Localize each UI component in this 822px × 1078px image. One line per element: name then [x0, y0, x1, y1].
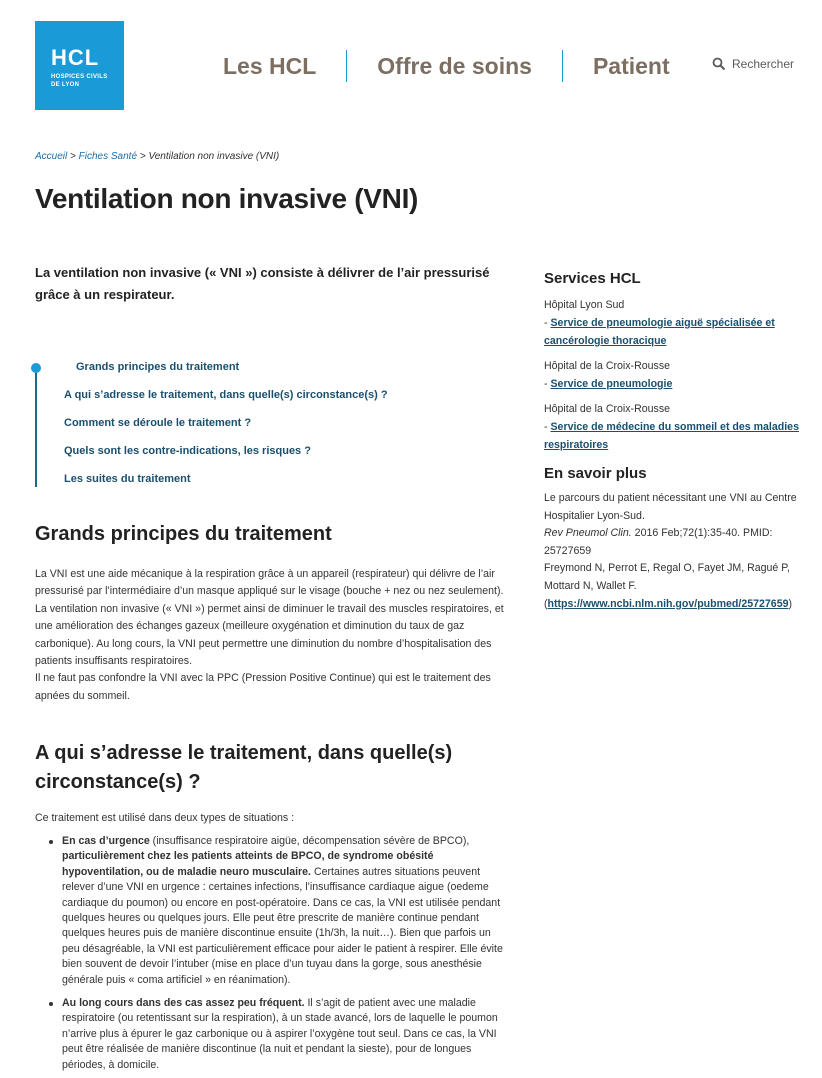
toc-item-suites[interactable]: Les suites du traitement: [64, 473, 191, 485]
hospital-name: Hôpital de la Croix-Rousse: [544, 360, 671, 372]
reference: Le parcours du patient nécessitant une VNI au Centre Hospitalier Lyon-Sud. Rev Pneumol Clin. 2016 Feb;72(1):35-40. PMID: 25727659 Freymond N, Perrot E, Regal O, Fayet JM, Ragué P, Mottard N, Wallet F. (https://www.ncbi.nlm.nih.gov/pubmed/25727659): [544, 492, 797, 610]
nav-les-hcl[interactable]: Les HCL: [223, 53, 317, 79]
service-block: Hôpital de la Croix-Rousse - Service de pneumologie: [544, 357, 814, 393]
section-principes-body: La VNI est une aide mécanique à la respiration grâce à un appareil (respirateur) qui délivre de l’air pressurisé par l’intermédiaire d’un masque appliqué sur le visage (bouche + nez ou nez seulement). La ventilation non invasive (« VNI ») permet ainsi de diminuer le travail des muscles respiratoires, et une amélioration des échanges gazeux (meilleure oxygénation et diminution du taux de gaz carbonique). Au long cours, la VNI peut permettre une diminution du nombre d’hospitalisation des patients insuffisants respiratoires. Il ne faut pas confondre la VNI avec la PPC (Pression Positive Continue) qui est le traitement des apnées du sommeil.: [35, 568, 504, 702]
section-heading-a-qui: A qui s’adresse le traitement, dans quelle(s) circonstance(s) ?: [35, 742, 453, 793]
list-item: En cas d’urgence (insuffisance respiratoire aigüe, décompensation sévère de BPCO), particulièrement chez les patients atteints de BPCO, de syndrome obésité hypoventilation, ou de maladie neuro musculaire. Certaines autres situations peuvent relever d’une VNI en urgence : certaines infections, l’insuffisance cardiaque aigue (oedeme cardiaque du poumon) ou encore en post-opératoire. Dans ce cas, la VNI est utilisée pendant quelques heures ou quelques jours. Elle peut être prescrite de manière continue pendant quelques heures puis de manière discontinue ensuite (1h/3h, la nuit…). Bien que parfois un peu désagréable, la VNI est particulièrement efficace pour aider le patient à respirer. Elle évite bien souvent de devoir l’intuber (mise en place d’un tuyau dans la gorge, sous anesthésie générale puis « coma artificiel » en réanimation).: [62, 834, 508, 988]
logo-mark: HCL: [51, 45, 100, 70]
toc-item-principes[interactable]: Grands principes du traitement: [76, 361, 240, 373]
toc-item-contre-indications[interactable]: Quels sont les contre-indications, les risques ?: [64, 445, 311, 457]
toc-item-deroulement[interactable]: Comment se déroule le traitement ?: [64, 417, 252, 429]
hospital-name: Hôpital de la Croix-Rousse: [544, 403, 671, 415]
hospital-name: Hôpital Lyon Sud: [544, 299, 625, 311]
services-heading: Services HCL: [544, 270, 641, 287]
nav-offre-de-soins[interactable]: Offre de soins: [377, 53, 532, 79]
logo-subtitle: HOSPICES CIVILS DE LYON: [51, 74, 108, 88]
toc-active-dot: [31, 363, 41, 373]
search-label: Rechercher: [732, 57, 795, 71]
search-icon: [712, 57, 726, 71]
lede: La ventilation non invasive (« VNI ») consiste à délivrer de l’air pressurisé grâce à un respirateur.: [35, 265, 490, 302]
section-heading-principes: Grands principes du traitement: [35, 523, 332, 545]
sidebar: [544, 270, 814, 613]
pubmed-link[interactable]: https://www.ncbi.nlm.nih.gov/pubmed/25727659: [547, 597, 789, 610]
toc-item-a-qui[interactable]: A qui s’adresse le traitement, dans quelle(s) circonstance(s) ?: [64, 389, 388, 401]
breadcrumb-current: Ventilation non invasive (VNI): [148, 151, 280, 162]
list-item: Au long cours dans des cas assez peu fréquent. Il s’agit de patient avec une maladie respiratoire (ou retentissant sur la respiration), à un stade avancé, lors de laquelle le poumon n’arrive plus à épurer le gaz carbonique ou à aspirer l’oxygène tout seul. Dans ce cas, la VNI peut être réalisée de manière discontinue (la nuit et pendant la sieste), pour de longues périodes, à domicile.: [62, 996, 508, 1073]
service-link[interactable]: Service de pneumologie: [550, 378, 673, 390]
section-a-qui-intro: Ce traitement est utilisé dans deux types de situations :: [35, 812, 295, 824]
table-of-contents: [35, 359, 505, 487]
search-button[interactable]: [712, 57, 794, 71]
situations-list: [62, 834, 508, 1078]
nav-patient[interactable]: Patient: [592, 53, 670, 79]
hcl-logo[interactable]: [35, 21, 124, 110]
page-title: Ventilation non invasive (VNI): [35, 183, 419, 214]
service-link[interactable]: Service de médecine du sommeil et des maladies respiratoires: [544, 421, 799, 451]
service-link[interactable]: Service de pneumologie aiguë spécialisée et cancérologie thoracique: [544, 317, 775, 347]
breadcrumb-home[interactable]: Accueil: [35, 151, 68, 162]
breadcrumb: Accueil > Fiches Santé > Ventilation non invasive (VNI): [35, 151, 280, 162]
service-block: Hôpital Lyon Sud - Service de pneumologie aiguë spécialisée et cancérologie thoracique: [544, 296, 814, 350]
main-nav: [193, 50, 700, 82]
breadcrumb-fiches-sante[interactable]: Fiches Santé: [78, 151, 138, 162]
more-heading: En savoir plus: [544, 465, 647, 482]
toc-rail: [35, 368, 37, 487]
service-block: Hôpital de la Croix-Rousse - Service de médecine du sommeil et des maladies respiratoires: [544, 400, 814, 454]
